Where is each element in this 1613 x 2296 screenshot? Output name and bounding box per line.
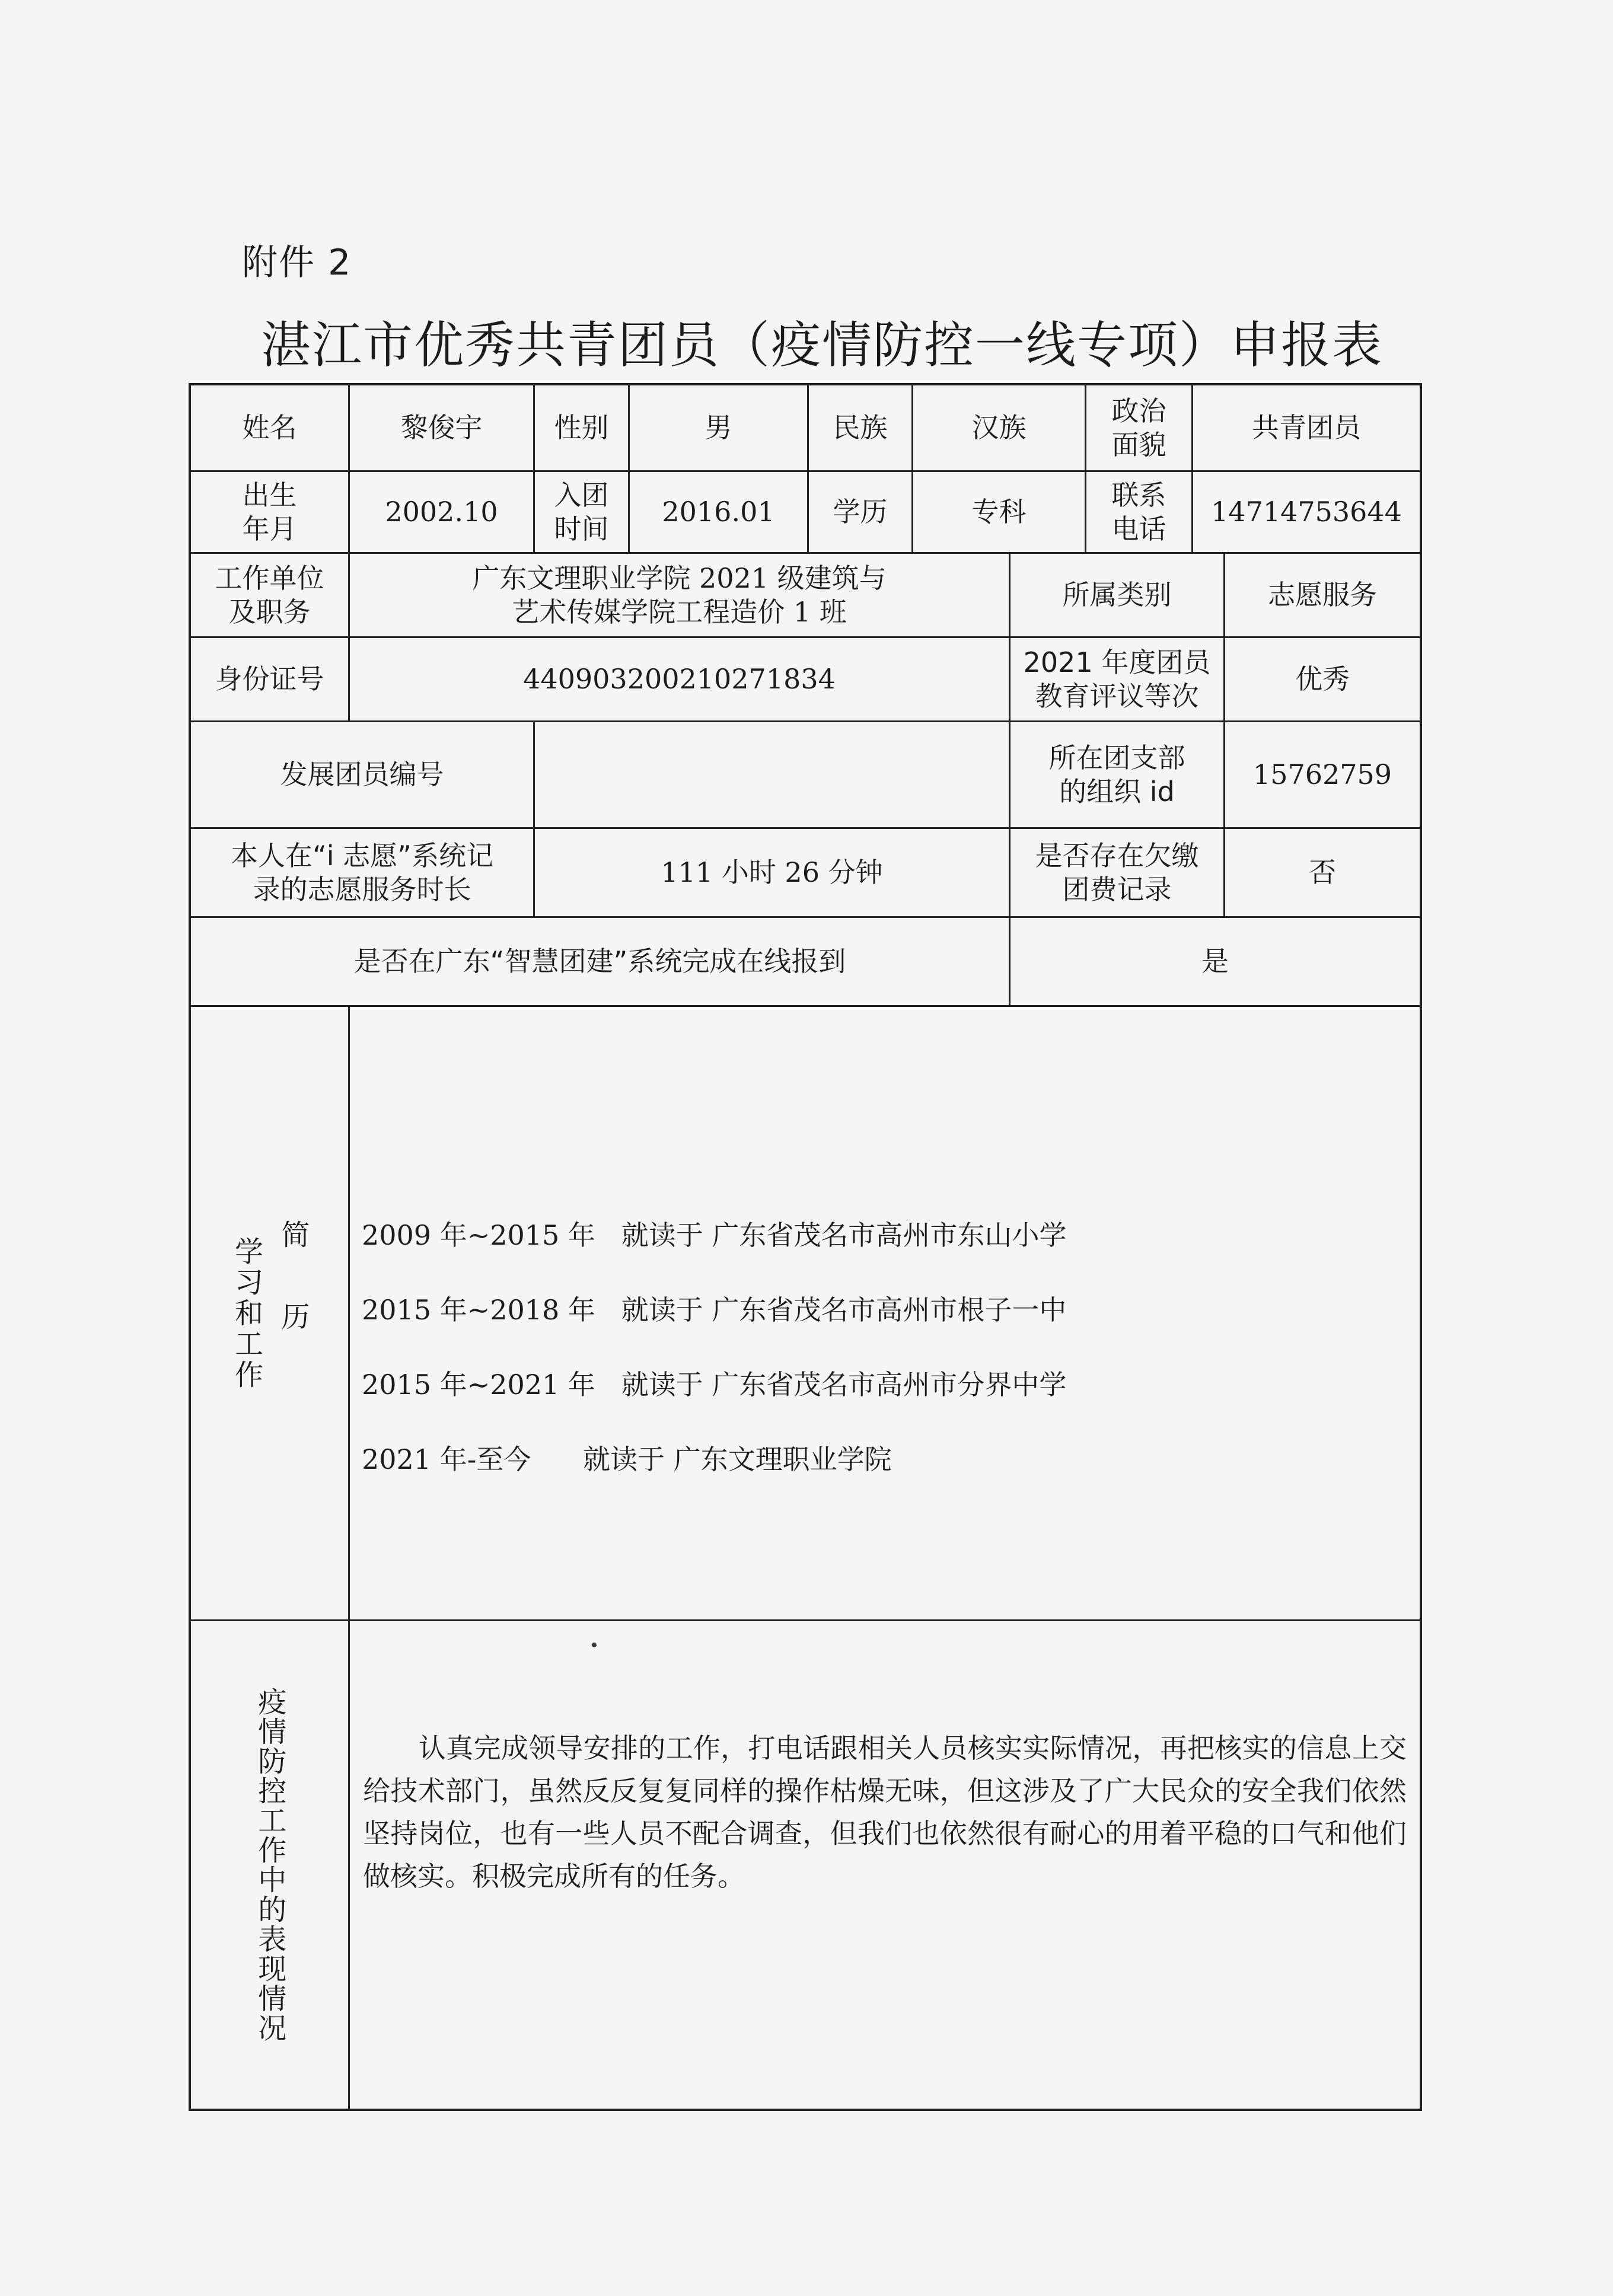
history-entry: 2015 年~2021 年 就读于 广东省茂名市高州市分界中学: [362, 1369, 1067, 1401]
evaluation-value: 优秀: [1225, 638, 1420, 722]
phone-label: 联系 电话: [1086, 472, 1193, 554]
online-report-value: 是: [1010, 918, 1420, 1007]
volunteer-hours-label: 本人在“i 志愿”系统记 录的志愿服务时长: [191, 829, 535, 918]
fee-arrears-value: 否: [1225, 829, 1420, 918]
history-entry: 2009 年~2015 年 就读于 广东省茂名市高州市东山小学: [362, 1219, 1067, 1251]
join-value: 2016.01: [630, 472, 809, 554]
ethnicity-label: 民族: [809, 385, 913, 472]
history-label-right: 简历: [276, 1219, 310, 1383]
history-entry: 2021 年-至今 就读于 广东文理职业学院: [362, 1443, 892, 1475]
category-value: 志愿服务: [1225, 554, 1420, 638]
birth-label: 出生 年月: [191, 472, 350, 554]
ethnicity-value: 汉族: [913, 385, 1086, 472]
performance-text: 认真完成领导安排的工作，打电话跟相关人员核实实际情况，再把核实的信息上交给技术部门，虽然反反复复同样的操作枯燥无味，但这涉及了广大民众的安全我们依然坚持岗位，也有一些人员不配合调查，但我们也依然很有耐心的用着平稳的口气和他们做核实。积极完成所有的任务。: [363, 1732, 1407, 1892]
work-unit-label: 工作单位 及职务: [191, 554, 350, 638]
ink-dot: [592, 1643, 597, 1647]
phone-value: 14714753644: [1193, 472, 1420, 554]
name-value: 黎俊宇: [350, 385, 535, 472]
name-label: 姓名: [191, 385, 350, 472]
online-report-label: 是否在广东“智慧团建”系统完成在线报到: [191, 918, 1010, 1007]
political-label: 政治 面貌: [1086, 385, 1193, 472]
history-entry: 2015 年~2018 年 就读于 广东省茂名市高州市根子一中: [362, 1294, 1067, 1326]
branch-id-label: 所在团支部 的组织 id: [1010, 722, 1225, 829]
birth-value: 2002.10: [350, 472, 535, 554]
branch-id-value: 15762759: [1225, 722, 1420, 829]
political-value: 共青团员: [1193, 385, 1420, 472]
member-number-value: [535, 722, 1010, 829]
member-number-label: 发展团员编号: [191, 722, 535, 829]
work-unit-value: 广东文理职业学院 2021 级建筑与 艺术传媒学院工程造价 1 班: [350, 554, 1010, 638]
page-title: 湛江市优秀共青团员（疫情防控一线专项）申报表: [261, 316, 1384, 374]
performance-label: 疫情防控工作中的表现情况: [191, 1621, 350, 2109]
history-entries: [362, 1198, 1370, 1497]
history-label: [191, 1007, 350, 1621]
attachment-label: 附件 2: [242, 242, 352, 283]
evaluation-label: 2021 年度团员 教育评议等次: [1010, 638, 1225, 722]
volunteer-hours-value: 111 小时 26 分钟: [535, 829, 1010, 918]
category-label: 所属类别: [1010, 554, 1225, 638]
id-number-value: 440903200210271834: [350, 638, 1010, 722]
gender-value: 男: [630, 385, 809, 472]
fee-arrears-label: 是否存在欠缴 团费记录: [1010, 829, 1225, 918]
history-label-left: 学习和工作: [229, 1236, 263, 1391]
education-value: 专科: [913, 472, 1086, 554]
id-number-label: 身份证号: [191, 638, 350, 722]
gender-label: 性别: [535, 385, 630, 472]
join-label: 入团 时间: [535, 472, 630, 554]
education-label: 学历: [809, 472, 913, 554]
